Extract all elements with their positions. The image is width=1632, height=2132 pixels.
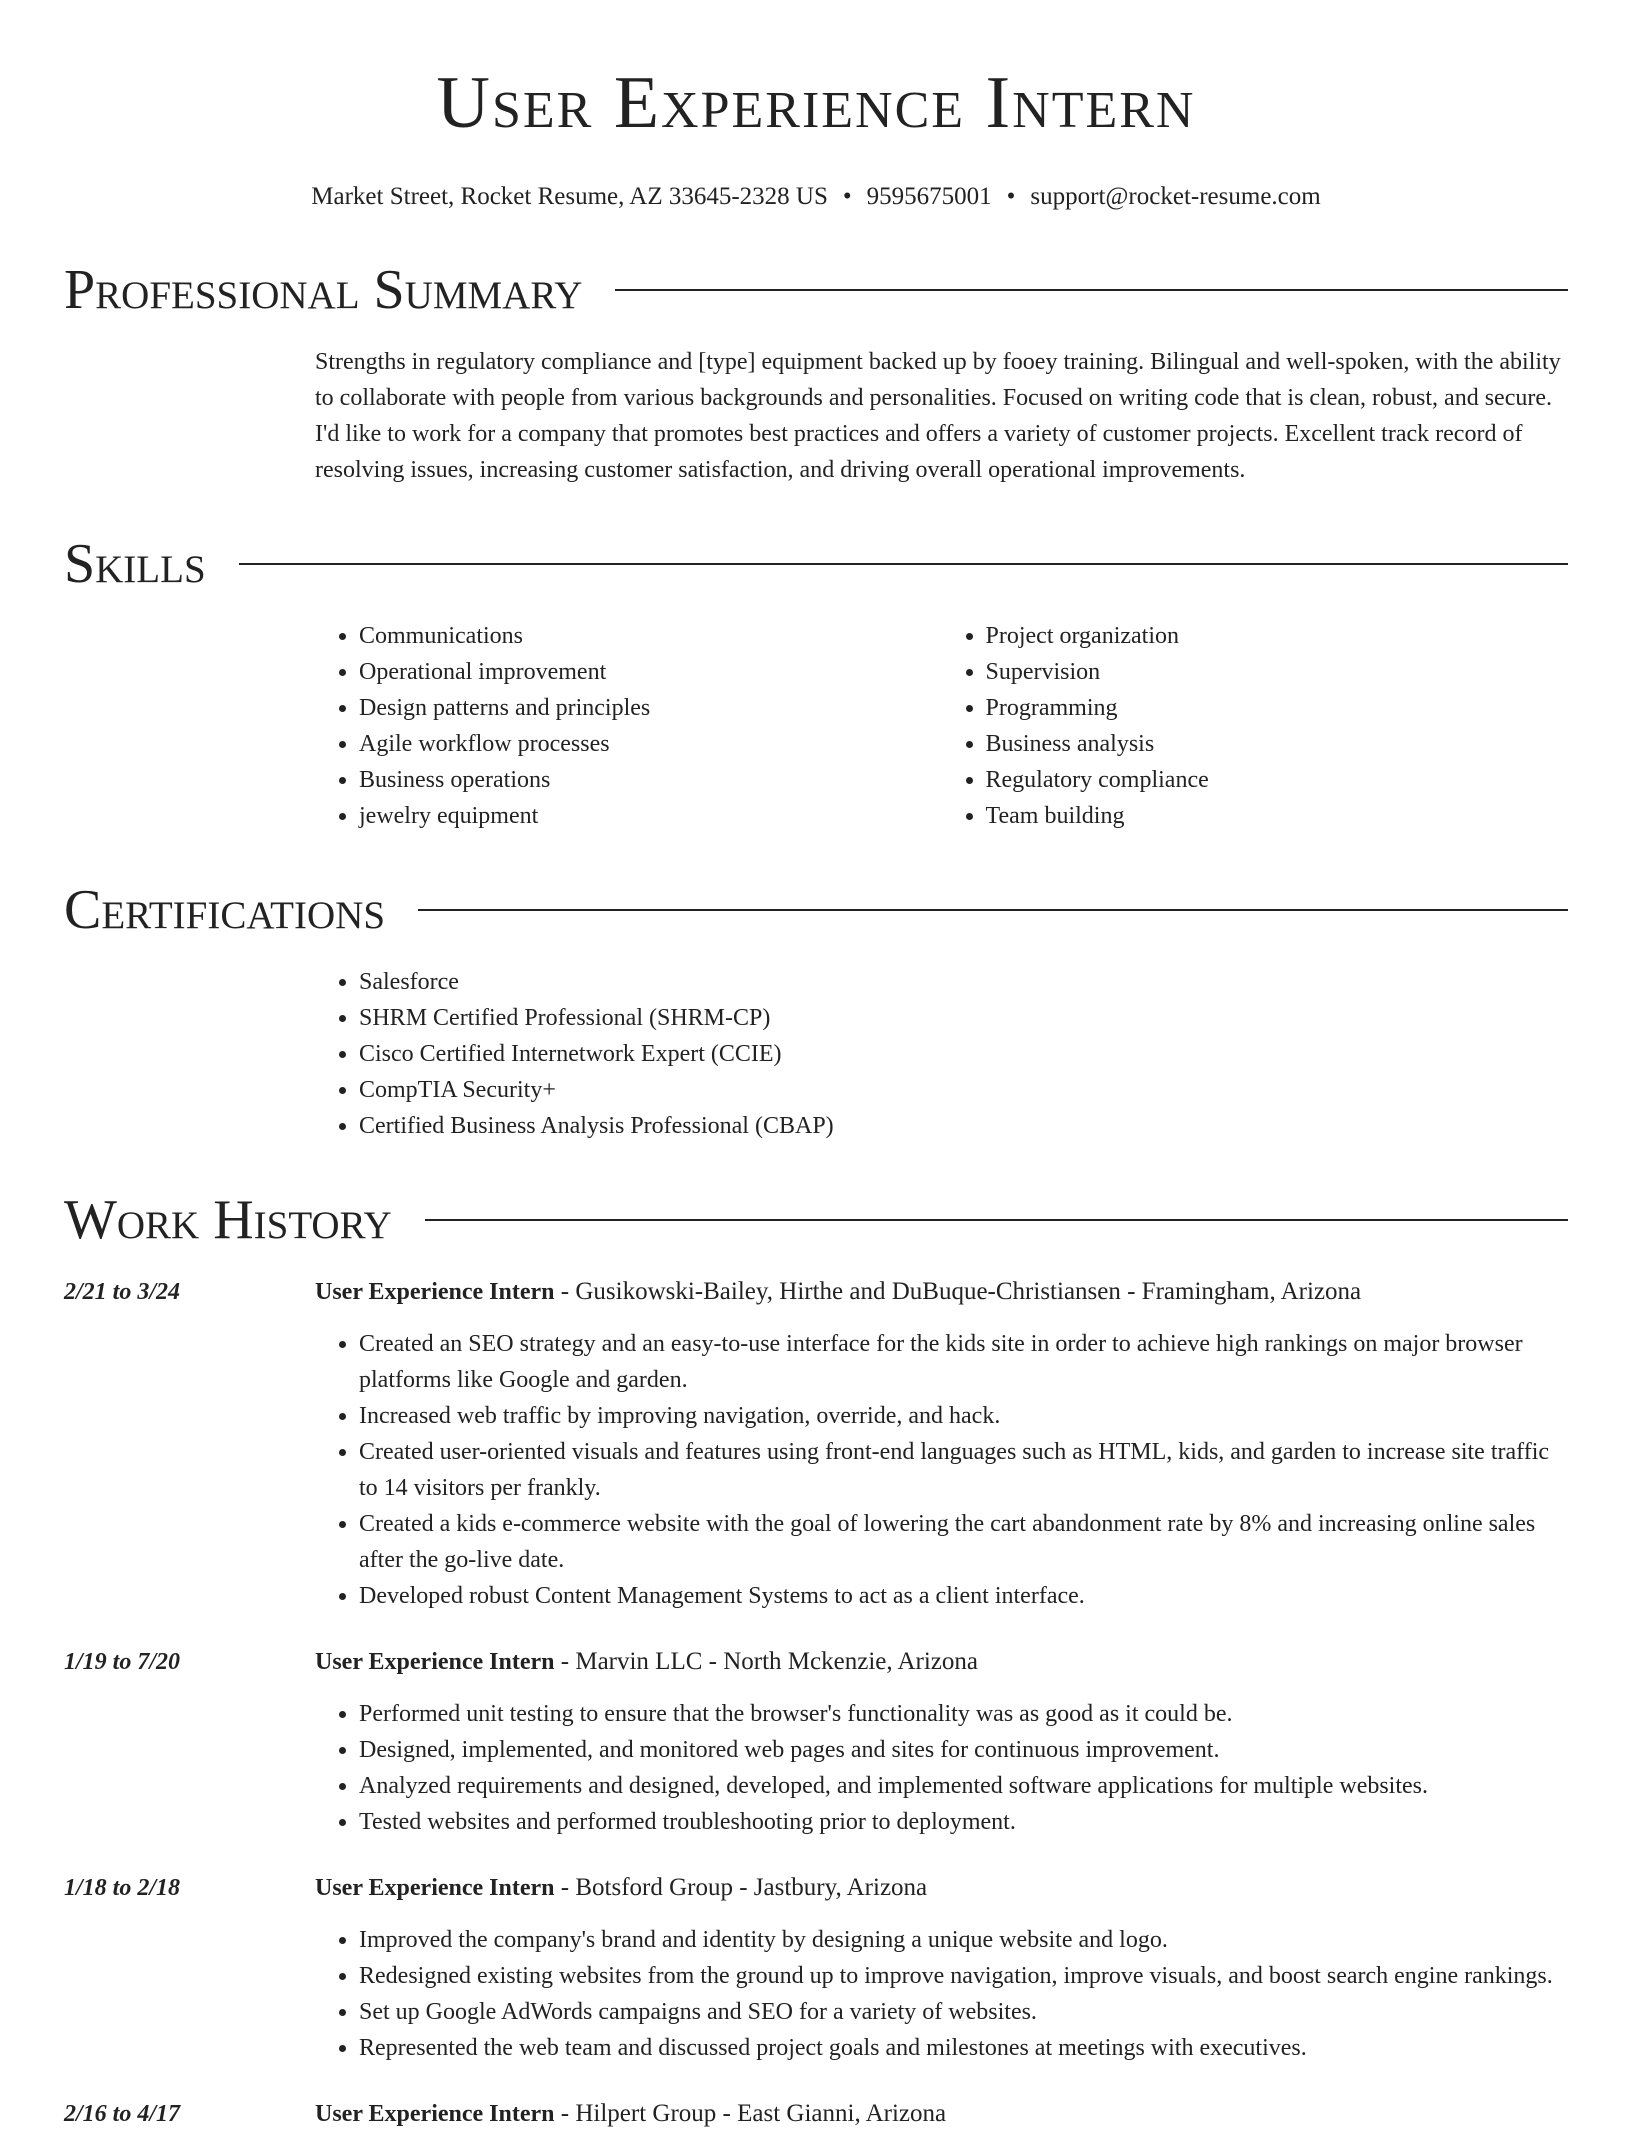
contact-address: Market Street, Rocket Resume, AZ 33645-2328 US xyxy=(311,183,828,210)
skill-item: • jewelry equipment xyxy=(359,798,942,834)
certification-item: • Cisco Certified Internetwork Expert (CCIE) xyxy=(359,1036,1568,1072)
job-entry xyxy=(64,2096,1568,2132)
job-bullet: • Created user-oriented visuals and features using front-end languages such as HTML, kids, and garden to increase site traffic to 14 visitors per frankly. xyxy=(359,1434,1568,1506)
skills-column-right xyxy=(942,618,1569,834)
job-dates: 2/21 to 3/24 xyxy=(64,1279,181,1305)
section-divider xyxy=(615,289,1568,291)
job-bullet: • Redesigned existing websites from the ground up to improve navigation, improve visuals, and boost search engine rankings. xyxy=(359,1958,1568,1994)
job-dates: 1/18 to 2/18 xyxy=(64,1875,181,1901)
section-divider xyxy=(418,909,1568,911)
skill-item: • Team building xyxy=(986,798,1569,834)
job-bullet: • Improved the company's brand and identity by designing a unique website and logo. xyxy=(359,1922,1568,1958)
job-heading xyxy=(315,1870,1568,1906)
job-heading xyxy=(315,2096,1568,2132)
job-bullet: • Created a kids e-commerce website with the goal of lowering the cart abandonment rate by 8% and increasing online sales after the go-live date. xyxy=(359,1506,1568,1578)
job-title: User Experience Intern xyxy=(315,1649,555,1675)
skill-item: • Design patterns and principles xyxy=(359,690,942,726)
job-bullet: • Designed, implemented, and monitored web pages and sites for continuous improvement. xyxy=(359,1732,1568,1768)
job-bullet: • Performed unit testing to ensure that the browser's functionality was as good as it could be. xyxy=(359,1696,1568,1732)
job-company-location: - Marvin LLC - North Mckenzie, Arizona xyxy=(554,1648,979,1675)
skill-item: • Business operations xyxy=(359,762,942,798)
certification-item: • SHRM Certified Professional (SHRM-CP) xyxy=(359,1000,1568,1036)
job-bullet: • Created an SEO strategy and an easy-to-use interface for the kids site in order to achieve high rankings on major browser platforms like Google and garden. xyxy=(359,1326,1568,1398)
job-bullet: • Tested websites and performed troubleshooting prior to deployment. xyxy=(359,1804,1568,1840)
contact-separator: • xyxy=(1006,183,1016,210)
skill-item: • Supervision xyxy=(986,654,1569,690)
job-entry xyxy=(64,1644,1568,1840)
certifications-section-header xyxy=(64,878,1568,942)
contact-separator: • xyxy=(842,183,852,210)
job-company-location: - Hilpert Group - East Gianni, Arizona xyxy=(554,2100,947,2127)
certifications-list xyxy=(315,964,1568,1144)
contact-line xyxy=(64,180,1568,214)
job-company-location: - Gusikowski-Bailey, Hirthe and DuBuque-Christiansen - Framingham, Arizona xyxy=(554,1278,1362,1305)
certification-item: • Certified Business Analysis Professional (CBAP) xyxy=(359,1108,1568,1144)
skill-item: • Business analysis xyxy=(986,726,1569,762)
job-bullet-list xyxy=(315,1326,1568,1614)
job-bullet: • Set up Google AdWords campaigns and SEO for a variety of websites. xyxy=(359,1994,1568,2030)
summary-text: Strengths in regulatory compliance and [type] equipment backed up by fooey training. Bilingual and well-spoken, with the ability to collaborate with people from various backgrounds and personalities. Focused on writing code that is clean, robust, and secure. I'd like to work for a company that promotes best practices and offers a variety of customer projects. Excellent track record of resolving issues, increasing customer satisfaction, and driving overall operational improvements. xyxy=(315,349,1561,483)
job-entry xyxy=(64,1870,1568,2066)
job-bullet: • Developed robust Content Management Systems to act as a client interface. xyxy=(359,1578,1568,1614)
job-dates: 2/16 to 4/17 xyxy=(64,2101,181,2127)
job-bullet: • Represented the web team and discussed project goals and milestones at meetings with executives. xyxy=(359,2030,1568,2066)
job-company-location: - Botsford Group - Jastbury, Arizona xyxy=(554,1874,928,1901)
contact-email: support@rocket-resume.com xyxy=(1030,183,1321,210)
skills-list xyxy=(315,618,1568,834)
job-title: User Experience Intern xyxy=(315,2101,555,2127)
job-bullet: • Analyzed requirements and designed, developed, and implemented software applications for multiple websites. xyxy=(359,1768,1568,1804)
skill-item: • Project organization xyxy=(986,618,1569,654)
summary-section-title: Professional Summary xyxy=(64,259,583,321)
job-title: User Experience Intern xyxy=(315,1279,555,1305)
job-title: User Experience Intern xyxy=(315,1875,555,1901)
job-dates: 1/19 to 7/20 xyxy=(64,1649,181,1675)
skills-section-title: Skills xyxy=(64,533,206,595)
job-bullet-list xyxy=(315,1922,1568,2066)
job-heading xyxy=(315,1644,1568,1680)
contact-phone: 9595675001 xyxy=(866,183,992,210)
skill-item: • Operational improvement xyxy=(359,654,942,690)
section-divider xyxy=(425,1219,1568,1221)
summary-section-header xyxy=(64,258,1568,322)
skill-item: • Programming xyxy=(986,690,1569,726)
work-section-header xyxy=(64,1188,1568,1252)
resume-name: User Experience Intern xyxy=(436,62,1196,144)
section-divider xyxy=(239,563,1568,565)
certification-item: • CompTIA Security+ xyxy=(359,1072,1568,1108)
work-section-title: Work History xyxy=(64,1189,392,1251)
skill-item: • Agile workflow processes xyxy=(359,726,942,762)
skill-item: • Regulatory compliance xyxy=(986,762,1569,798)
certifications-section-title: Certifications xyxy=(64,879,386,941)
certification-item: • Salesforce xyxy=(359,964,1568,1000)
skills-section-header xyxy=(64,532,1568,596)
job-bullet: • Increased web traffic by improving navigation, override, and hack. xyxy=(359,1398,1568,1434)
job-bullet-list xyxy=(315,1696,1568,1840)
skills-column-left xyxy=(315,618,942,834)
job-heading xyxy=(315,1274,1568,1310)
skill-item: • Communications xyxy=(359,618,942,654)
job-entry xyxy=(64,1274,1568,1614)
